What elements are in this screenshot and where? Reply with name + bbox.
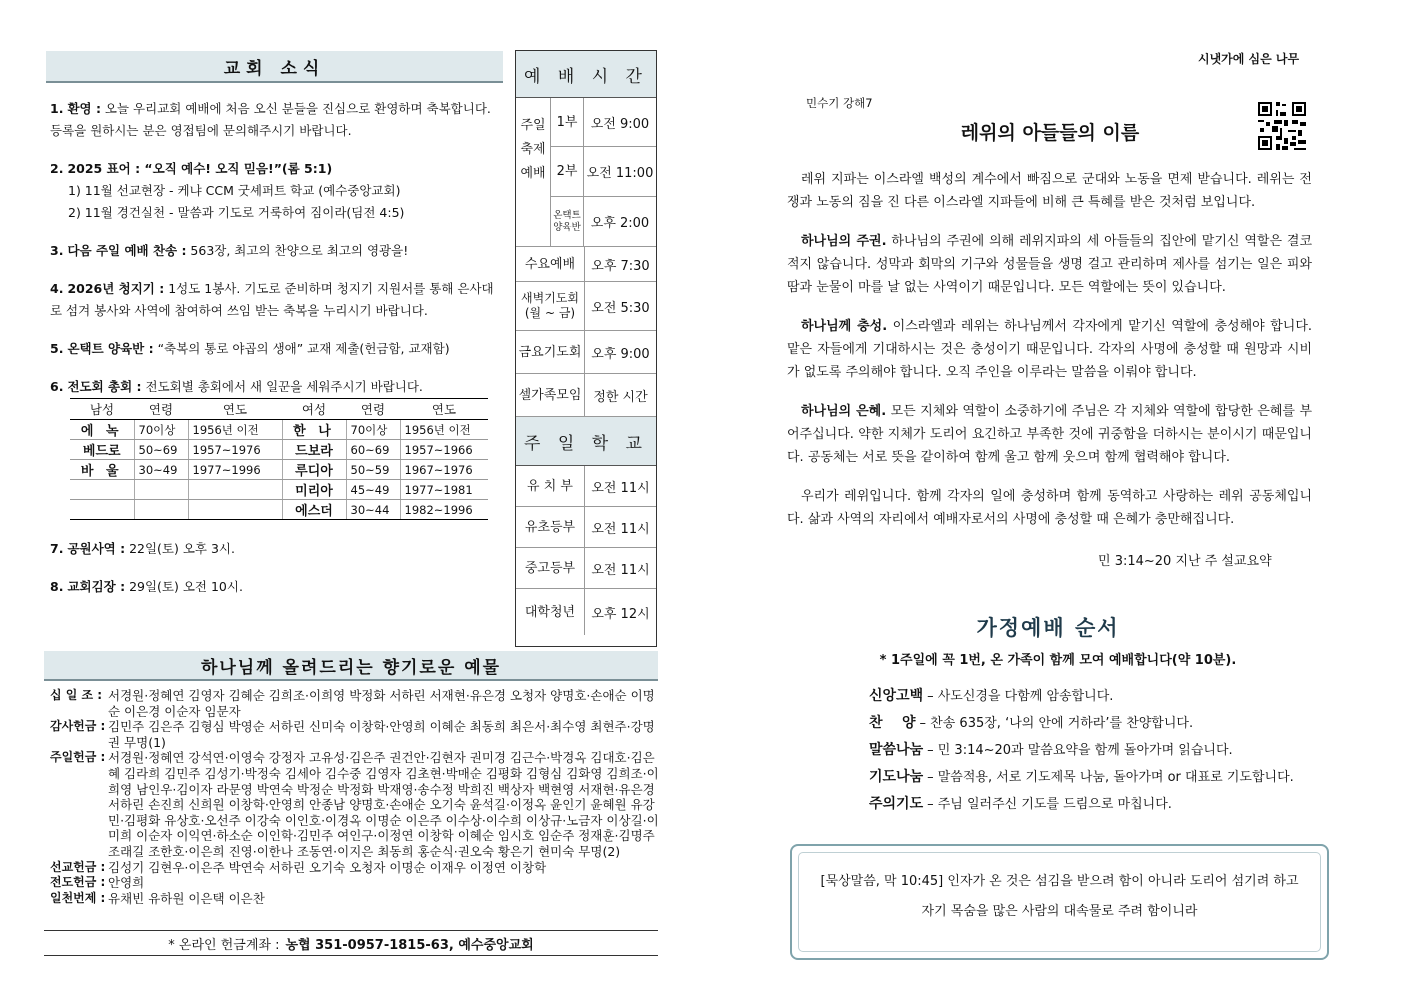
schedule-row: [516, 374, 656, 417]
service-label: 금요기도회: [516, 331, 585, 373]
offering-group: [50, 875, 660, 891]
step-desc: – 민 3:14~20과 말씀요약을 함께 돌아가며 읽습니다.: [927, 743, 1233, 758]
offerings-header: 하나님께 올려드리는 향기로운 예물: [44, 651, 658, 681]
offering-names: 유채빈 유하원 이은택 이은찬: [108, 890, 265, 906]
table-cell: 1956년 이전: [188, 420, 282, 440]
service-label: 새벽기도회 (월 ~ 금): [516, 282, 585, 330]
school-time: 오전 11시: [591, 562, 650, 578]
church-news-header: 교회 소식: [46, 51, 503, 83]
sunday-row: [551, 98, 656, 147]
offering-category: 일천번제 :: [50, 890, 106, 905]
paragraph-text: 하나님의 주권에 의해 레위지파의 세 아들들의 집안에 맡기신 역할은 결코 적지 않습니다. 성막과 회막의 기구와 성물들을 생명 걸고 관리하며 제사를 섬기는 일은 피와 땀과 눈물이 마를 날 없는 사역이기 때문입니다. 모든 역할에는 뜻이 있습니다.: [787, 234, 1312, 295]
offering-group: [50, 891, 660, 907]
paragraph-text: 레위 지파는 이스라엘 백성의 계수에서 빠짐으로 군대와 노동을 면제 받습니다. 레위는 전쟁과 노동의 짐을 진 다른 이스라엘 지파들에 비해 큰 특혜를 받은 것처럼 보입니다.: [787, 172, 1312, 210]
school-label: 대학청년: [516, 589, 585, 635]
col-header: 남성: [70, 399, 134, 420]
table-cell: 1957~1976: [188, 440, 282, 460]
worship-schedule: [515, 50, 657, 647]
sermon-paragraph: [787, 315, 1312, 384]
news-item-kimjang: [50, 576, 502, 598]
table-cell: [70, 480, 134, 500]
table-cell: 1957~1966: [400, 440, 488, 460]
school-label: 유초등부: [516, 507, 585, 547]
account-number: 농협 351-0957-1815-63, 예수중앙교회: [285, 937, 534, 953]
step-name: 기도나눔: [869, 769, 924, 785]
offering-names: 안영희: [108, 875, 145, 891]
table-cell: 1982~1996: [400, 500, 488, 520]
table-cell: 1967~1976: [400, 460, 488, 480]
service-time: 정한 시간: [593, 389, 648, 405]
offering-group: [50, 750, 660, 859]
news-item-assembly: [50, 376, 502, 398]
service-time: 오후 9:00: [591, 346, 650, 362]
news-title: 환영 :: [67, 101, 101, 116]
home-worship-steps: [869, 683, 1329, 818]
service-time: 오후 7:30: [591, 258, 650, 274]
table-cell: [134, 480, 188, 500]
news-number: 1.: [50, 101, 64, 116]
verse-line: 자기 목숨을 많은 사람의 대속물로 주려 함이니라: [921, 904, 1198, 919]
news-number: 7.: [50, 541, 64, 556]
table-cell: 70이상: [134, 420, 188, 440]
school-time: 오후 12시: [591, 606, 650, 622]
table-cell: [70, 500, 134, 520]
step-name: 신앙고백: [869, 688, 924, 704]
service-label: 1부: [551, 98, 584, 146]
offering-group: [50, 860, 660, 876]
news-text: “축복의 통로 야곱의 생애” 교재 제출(헌금함, 교재함): [153, 341, 450, 356]
news-item-park: [50, 538, 502, 560]
table-cell: [188, 500, 282, 520]
schedule-row: [516, 331, 656, 374]
school-label: 중고등부: [516, 548, 585, 588]
schedule-row: [516, 282, 656, 331]
news-title: 2025 표어 : “오직 예수! 오직 믿음!”(롬 5:1): [67, 161, 333, 176]
news-text: 전도회별 총회에서 새 일꾼을 세워주시기 바랍니다.: [141, 379, 423, 394]
offering-category: 감사헌금 :: [50, 719, 106, 734]
school-row: [516, 548, 656, 589]
offerings-list: [50, 688, 660, 906]
schedule-header: 예 배 시 간: [516, 51, 656, 98]
news-number: 2.: [50, 161, 64, 176]
col-header: 연령: [134, 399, 188, 420]
news-title: 전도회 총회 :: [67, 379, 142, 394]
table-row: [70, 420, 488, 440]
offering-category: 주일헌금 :: [50, 750, 106, 765]
table-cell: 베드로: [70, 440, 134, 460]
sermon-paragraph: [787, 168, 1312, 214]
news-title: 다음 주일 예배 찬송 :: [67, 243, 187, 258]
offering-group: [50, 719, 660, 750]
news-title: 교회김장 :: [67, 579, 126, 594]
step-name: 말씀나눔: [869, 742, 924, 758]
table-cell: 미리아: [282, 480, 346, 500]
news-item-welcome: [50, 98, 502, 142]
paragraph-text: 모든 지체와 역할이 소중하기에 주님은 각 지체와 역할에 합당한 은혜를 부어주십니다. 약한 지체가 도리어 요긴하고 부족한 것에 귀중함을 더하시는 분이시기 때문입니다. 공동체는 서로 뜻을 같이하여 함께 울고 함께 웃으며 함께 협력해야 합니다.: [787, 404, 1313, 465]
sermon-paragraph: [787, 230, 1312, 299]
members-table-header: [70, 399, 488, 420]
table-cell: 50~69: [134, 440, 188, 460]
table-cell: 60~69: [346, 440, 400, 460]
motto-sub-2: 2) 11월 경건실천 - 말씀과 기도로 거룩하여 짐이라(딤전 4:5): [68, 205, 405, 220]
offering-names: 서경원·정혜연 김영자 김혜순 김희조·이희영 박정화 서하린 서재현·유은경 오청자 양명호·손애순 이명순 이은경 이순자 임문자: [108, 688, 655, 719]
offering-names: 김민주 김은주 김형심 박영순 서하린 신미숙 이창학·안영희 이혜순 최동희 최은서·최수영 최현주·강명권 무명(1): [108, 719, 655, 750]
news-number: 4.: [50, 281, 64, 296]
news-item-hymn: [50, 240, 502, 262]
news-title: 공원사역 :: [67, 541, 126, 556]
news-number: 3.: [50, 243, 64, 258]
online-offering-account: [44, 930, 658, 956]
table-cell: 50~59: [346, 460, 400, 480]
step-name: 주의기도: [869, 796, 924, 812]
sunday-school-header: 주 일 학 교: [516, 417, 656, 466]
paragraph-text: 우리가 레위입니다. 함께 각자의 일에 충성하며 함께 동역하고 사랑하는 레위 공동체입니다. 삶과 사역의 자리에서 예배자로서의 사명에 충성할 때 은혜가 충만해집니다.: [787, 489, 1312, 527]
table-row: [70, 440, 488, 460]
motto-sub-1: 1) 11월 선교현장 - 케냐 CCM 굿셰퍼트 학교 (예수중앙교회): [68, 183, 401, 198]
church-news-list: [50, 98, 502, 614]
news-item-ontact: [50, 338, 502, 360]
table-cell: [188, 480, 282, 500]
step-desc: – 말씀적용, 서로 기도제목 나눔, 돌아가며 or 대표로 기도합니다.: [927, 770, 1294, 785]
table-cell: 에 녹: [70, 420, 134, 440]
news-item-motto: [50, 158, 502, 224]
news-text: 29일(토) 오전 10시.: [125, 579, 243, 594]
paragraph-text: 이스라엘과 레위는 하나님께서 각자에게 맡기신 역할에 충성해야 합니다. 맡은 자들에게 기대하시는 것은 충성이기 때문입니다. 각자의 사명에 충성할 때 원망과 시비가 없도록 주의해야 합니다. 오직 주인을 이루라는 말씀을 이뤄야 합니다.: [787, 319, 1313, 380]
offering-names: 김성기 김현우·이은주 박연숙 서하린 오기숙 오청자 이명순 이재우 이정연 이창학: [108, 859, 547, 875]
offering-category: 전도헌금 :: [50, 875, 106, 890]
table-cell: 30~49: [134, 460, 188, 480]
news-number: 8.: [50, 579, 64, 594]
paragraph-lead: 하나님께 충성.: [801, 319, 888, 334]
table-cell: 1977~1981: [400, 480, 488, 500]
home-worship-title: 가정예배 순서: [976, 616, 1120, 640]
news-text: 22일(토) 오후 3시.: [125, 541, 235, 556]
table-cell: 드보라: [282, 440, 346, 460]
service-time: 오전 5:30: [591, 300, 650, 316]
school-row: [516, 507, 656, 548]
table-cell: 30~44: [346, 500, 400, 520]
table-row: [70, 500, 488, 520]
col-header: 연도: [400, 399, 488, 420]
table-cell: 에스더: [282, 500, 346, 520]
news-text: 563장, 최고의 찬양으로 최고의 영광을!: [186, 243, 409, 258]
table-cell: 한 나: [282, 420, 346, 440]
service-label: 셀가족모임: [516, 374, 585, 416]
service-label: 온택트 양육반: [551, 197, 584, 246]
offering-category: 십 일 조 :: [50, 688, 103, 702]
sermon-source: 민 3:14~20 지난 주 설교요약: [1098, 554, 1272, 569]
step-desc: – 주님 일러주신 기도를 드림으로 마칩니다.: [927, 797, 1172, 812]
schedule-row: [516, 247, 656, 282]
bulletin-brand: 시냇가에 심은 나무: [1198, 52, 1300, 66]
sermon-title: 레위의 아들들의 이름: [960, 122, 1140, 144]
sermon-paragraph: [787, 485, 1312, 531]
news-item-steward: [50, 278, 502, 322]
table-cell: 바 울: [70, 460, 134, 480]
sermon-summary: [787, 168, 1312, 547]
col-header: 여성: [282, 399, 346, 420]
table-cell: 1977~1996: [188, 460, 282, 480]
list-item: [869, 791, 1329, 818]
account-label: * 온라인 헌금계좌 :: [168, 937, 280, 953]
step-desc: – 사도신경을 다함께 암송합니다.: [927, 689, 1114, 704]
offering-names: 서경원·정혜연 강석연·이영숙 강정자 고유성·김은주 권건안·김현자 권미경 김근수·박경옥 김대호·김은혜 김라희 김민주 김성기·박정숙 김세아 김수중 김영자 김초현·박매순 김평화 김형심 김화영 김희조·이희영 남인우·김이자 라문영 박연숙 박정순 박정화 박재영·송수정 박희진 백상자 백현영 서재현·유은경 서하린 손진희 신희원 이창학·안영희 안종남 양명호·손애순 오기숙 윤석길·이정옥 윤인기 윤혜원 유강민·김평화 유상호·오선주 이강숙 이인호·이경옥 이명순 이은주 이수상·이수희 이상규·노금자 이상길·이미희 이순자 이익연·하소순 이인학·김민주 여인구·이정연 이창학 이혜순 임시호 임순주 정재훈·김명주 조래길 조한호·이은희 진영·이한나 조동연·이지은 최동희 홍순식·권오숙 황은기 현미숙 무명(2): [108, 750, 659, 859]
table-cell: 45~49: [346, 480, 400, 500]
list-item: [869, 710, 1329, 737]
service-time: 오전 9:00: [590, 116, 650, 132]
qr-code-icon[interactable]: [1256, 100, 1308, 154]
table-cell: 루디아: [282, 460, 346, 480]
table-cell: [134, 500, 188, 520]
service-time: 오전 11:00: [586, 166, 654, 181]
paragraph-lead: 하나님의 주권.: [801, 234, 887, 249]
verse-line: [묵상말씀, 막 10:45] 인자가 온 것은 섬김을 받으려 함이 아니라 도리어 섬기려 하고: [820, 874, 1299, 889]
sunday-worship-label: 주일 축제 예배: [516, 98, 551, 246]
service-label: 2부: [551, 147, 584, 196]
home-worship-note: * 1주일에 꼭 1번, 온 가족이 함께 모여 예배합니다(약 10분).: [879, 653, 1237, 668]
news-title: 2026년 청지기 :: [67, 281, 165, 296]
table-cell: 1956년 이전: [400, 420, 488, 440]
col-header: 연도: [188, 399, 282, 420]
sunday-worship-block: [516, 98, 656, 247]
news-text: 오늘 우리교회 예배에 처음 오신 분들을 진심으로 환영하며 축복합니다. 등록을 원하시는 분은 영접팀에 문의해주시기 바랍니다.: [50, 101, 491, 138]
col-header: 연령: [346, 399, 400, 420]
sunday-row: [551, 147, 656, 197]
school-row: [516, 466, 656, 507]
table-row: [70, 460, 488, 480]
step-name: 찬 양: [869, 715, 916, 731]
sermon-paragraph: [787, 400, 1312, 469]
table-row: [70, 480, 488, 500]
school-label: 유 치 부: [516, 466, 585, 506]
sunday-row: [551, 197, 656, 246]
news-title: 온택트 양육반 :: [67, 341, 154, 356]
paragraph-lead: 하나님의 은혜.: [801, 404, 887, 419]
school-time: 오전 11시: [591, 480, 650, 496]
offering-category: 선교헌금 :: [50, 859, 106, 874]
members-table: [70, 398, 488, 520]
service-time: 오후 2:00: [590, 216, 650, 231]
list-item: [869, 737, 1329, 764]
offering-group: [50, 688, 660, 719]
table-cell: 70이상: [346, 420, 400, 440]
meditation-verse-box: [790, 844, 1329, 960]
school-row: [516, 589, 656, 635]
list-item: [869, 764, 1329, 791]
list-item: [869, 683, 1329, 710]
service-label: 수요예배: [516, 247, 585, 281]
news-number: 5.: [50, 341, 64, 356]
meditation-verse: [798, 852, 1321, 952]
step-desc: – 찬송 635장, ‘나의 안에 거하라’를 찬양합니다.: [919, 716, 1194, 731]
school-time: 오전 11시: [591, 521, 650, 537]
news-text: 1성도 1봉사. 기도로 준비하며 청지기 지원서를 통해 은사대로 섬겨 봉사와 사역에 참여하여 쓰임 받는 축복을 누리시기 바랍니다.: [50, 281, 494, 318]
sermon-series: 민수기 강해7: [806, 96, 873, 110]
news-number: 6.: [50, 379, 64, 394]
